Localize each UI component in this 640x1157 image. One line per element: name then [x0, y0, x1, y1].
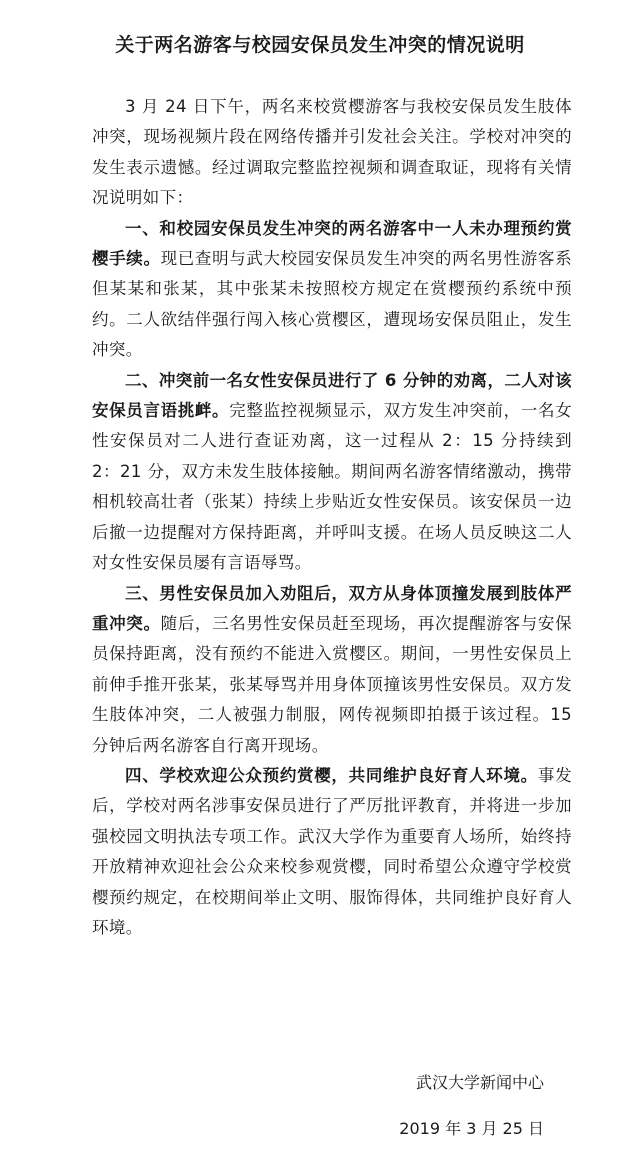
section-2-paragraph	[92, 366, 572, 579]
section-1-heading: 一、和校园安保员发生冲突的两名游客中一人未办理预约赏樱手续。	[92, 218, 572, 269]
section-1-paragraph	[92, 214, 572, 366]
section-1-text: 现已查明与武大校园安保员发生冲突的两名男性游客系但某某和张某，其中张某未按照校方规定在赏樱预约系统中预约。二人欲结伴强行闯入核心赏樱区，遭现场安保员阻止，发生冲突。	[92, 249, 572, 360]
section-2-text: 完整监控视频显示，双方发生冲突前，一名女性安保员对二人进行查证劝离，这一过程从 2：15 分持续到 2：21 分，双方未发生肢体接触。期间两名游客情绪激动，携带相机较高壮者（张某）持续上步贴近女性安保员。该安保员一边后撤一边提醒对方保持距离，并呼叫支援。在场人员反映这二人对女性安保员屡有言语辱骂。	[92, 401, 573, 573]
section-4-text: 事发后，学校对两名涉事安保员进行了严厉批评教育，并将进一步加强校园文明执法专项工作。武汉大学作为重要育人场所，始终持开放精神欢迎社会公众来校参观赏樱，同时希望公众遵守学校赏樱预约规定，在校期间举止文明、服饰得体，共同维护良好育人环境。	[92, 765, 572, 937]
section-4-heading: 四、学校欢迎公众预约赏樱，共同维护良好育人环境。	[125, 765, 538, 785]
intro-paragraph: 3 月 24 日下午，两名来校赏樱游客与我校安保员发生肢体冲突，现场视频片段在网络传播并引发社会关注。学校对冲突的发生表示遗憾。经过调取完整监控视频和调查取证，现将有关情况说明如下：	[92, 97, 572, 208]
section-3-heading: 三、男性安保员加入劝阻后，双方从身体顶撞发展到肢体严重冲突。	[92, 583, 572, 633]
section-3-text: 随后，三名男性安保员赶至现场，再次提醒游客与安保员保持距离，没有预约不能进入赏樱区。期间，一男性安保员上前伸手推开张某，张某辱骂并用身体顶撞该男性安保员。双方发生肢体冲突，二人被强力制服，网传视频即拍摄于该过程。15 分钟后两名游客自行离开现场。	[92, 613, 572, 755]
section-4-paragraph	[92, 761, 572, 943]
signature-organization: 武汉大学新闻中心	[415, 1073, 544, 1092]
document-title: 关于两名游客与校园安保员发生冲突的情况说明	[115, 34, 525, 56]
section-2-heading: 二、冲突前一名女性安保员进行了 6 分钟的劝离，二人对该安保员言语挑衅。	[92, 370, 572, 421]
document-body	[92, 92, 572, 943]
signature-date: 2019 年 3 月 25 日	[399, 1119, 544, 1138]
section-3-paragraph	[92, 579, 572, 761]
